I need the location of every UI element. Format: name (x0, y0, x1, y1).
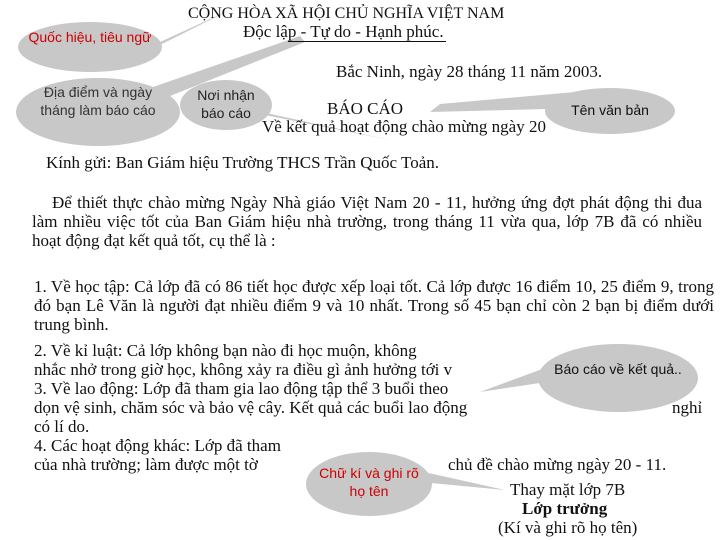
callout-national-title-text: Quốc hiệu, tiêu ngữ (28, 29, 152, 45)
intro-paragraph: Để thiết thực chào mừng Ngày Nhà giáo Việt Nam 20 - 11, hưởng ứng đợt phát động thi đua làm nhiều việc tốt của Ban Giám hiệu nhà trường, trong tháng 11 vừa qua, lớp 7B đã có nhiều hoạt động đạt kết quả tốt, cụ thể là : (32, 193, 702, 250)
item-labor-line2: dọn vệ sinh, chăm sóc và bảo vệ cây. Kết quả các buổi lao động (34, 398, 468, 417)
item-study: 1. Về học tập: Cả lớp đã có 86 tiết học được xếp loại tốt. Cả lớp được 16 điểm 10, 25 điểm 9, trong đó bạn Lê Văn là người đạt nhiều điểm 9 và 10 nhất. Trong số 45 bạn chỉ còn 2 bạn bị điểm dưới trung bình. (34, 277, 714, 334)
motto-underline (288, 41, 446, 42)
callout-doc-title-text: Tên văn bản (571, 102, 649, 118)
callout-recipient-text: Nơi nhận báo cáo (197, 87, 255, 121)
national-title: CỘNG HÒA XÃ HỘI CHỦ NGHĨA VIỆT NAM (188, 5, 505, 22)
callout-results-text: Báo cáo về kết quả.. (554, 361, 682, 377)
item-labor-line1: 3. Về lao động: Lớp đã tham gia lao động tập thể 3 buổi theo (34, 379, 449, 398)
item-labor-line2-end: nghỉ (672, 398, 703, 417)
callout-place-date-text: Địa điểm và ngày tháng làm báo cáo (40, 84, 156, 118)
item-other-line2: của nhà trường; làm được một tờ (34, 455, 258, 474)
recipient-line: Kính gửi: Ban Giám hiệu Trường THCS Trần Quốc Toản. (46, 153, 440, 172)
report-heading: BÁO CÁO (327, 99, 404, 118)
item-labor-line3: có lí do. (34, 417, 90, 436)
motto: Độc lập - Tự do - Hạnh phúc. (243, 22, 444, 41)
report-subject: Về kết quả hoạt động chào mừng ngày 20 (262, 117, 546, 136)
signature-note: (Kí và ghi rõ họ tên) (498, 518, 638, 537)
item-discipline-line1: 2. Về kỉ luật: Cả lớp không bạn nào đi học muộn, không (34, 341, 417, 360)
item-other-line1: 4. Các hoạt động khác: Lớp đã tham (34, 436, 281, 455)
item-discipline-line2: nhắc nhở trong giờ học, không xảy ra điều gì ảnh hưởng tới v (34, 360, 453, 379)
place-date-line: Bắc Ninh, ngày 28 tháng 11 năm 2003. (336, 62, 603, 81)
item-other-line2-end: chủ đề chào mừng ngày 20 - 11. (448, 455, 667, 474)
callout-results (538, 344, 698, 412)
signature-on-behalf: Thay mặt lớp 7B (510, 480, 626, 499)
signature-role: Lớp trưởng (522, 499, 608, 518)
callout-signature-text: Chữ kí và ghi rõ họ tên (319, 465, 419, 499)
